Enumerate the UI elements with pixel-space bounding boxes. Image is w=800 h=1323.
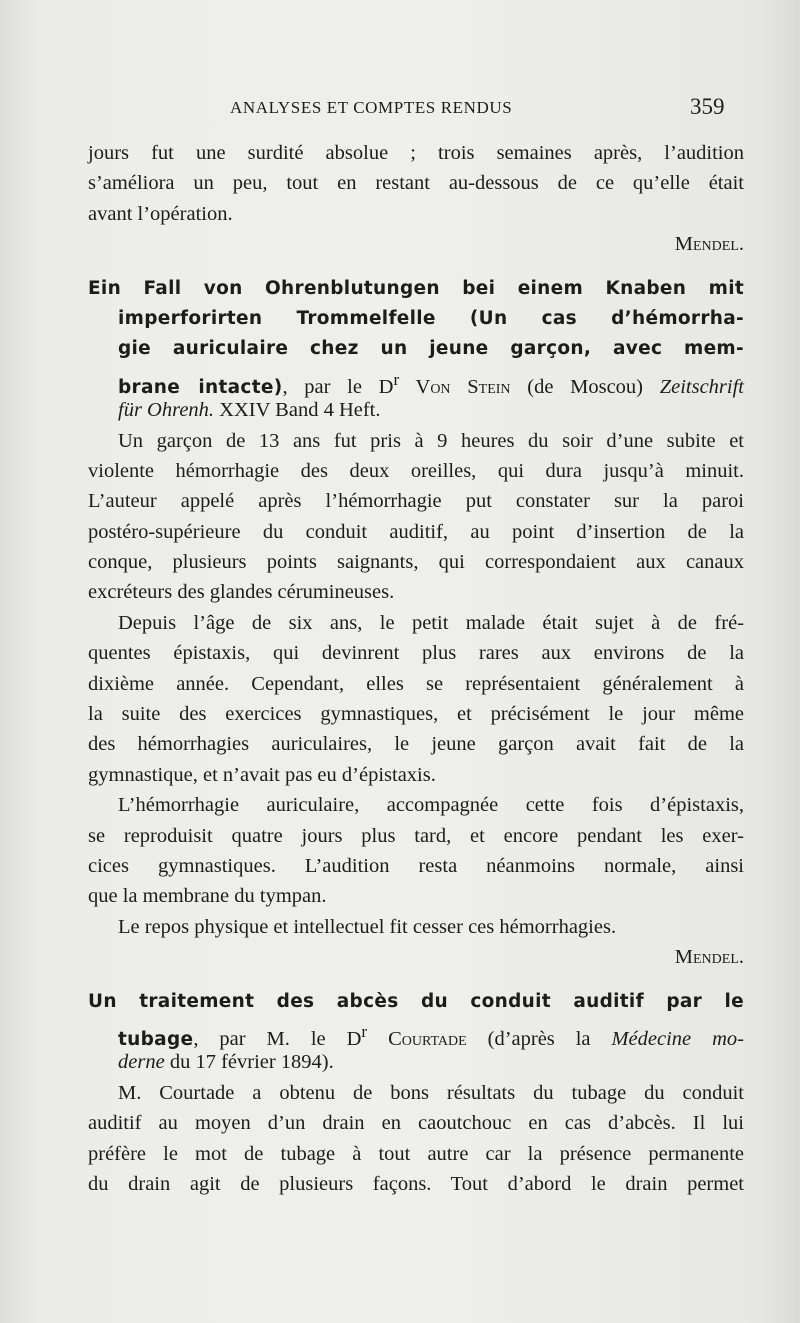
title-sup: r [361, 1021, 368, 1041]
text-line: des hémorrhagies auriculaires, le jeune garçon avait fait de la [88, 733, 744, 756]
article-continuation [88, 138, 744, 260]
signature: Mendel. [674, 233, 744, 256]
journal-name: Zeitschrift [659, 375, 745, 398]
title-text: , par M. le D [193, 1027, 362, 1050]
title-place: (de Moscou) [510, 375, 660, 398]
text-line: quentes épistaxis, qui devinrent plus rares aux environs de la [88, 642, 744, 665]
text-line: Un garçon de 13 ans fut pris à 9 heures du soir d’une subite et [118, 429, 744, 452]
running-head: ANALYSES ET COMPTES RENDUS [230, 98, 513, 117]
spacer [88, 260, 744, 274]
text-line: que la membrane du tympan. [88, 885, 327, 908]
text-line: dixième année. Cependant, elles se représentaient généralement à [88, 672, 744, 695]
text-line: gymnastique, et n’avait pas eu d’épistaxis. [88, 763, 436, 786]
title-text: du 17 février 1894). [164, 1051, 334, 1074]
article-title-bold: tubage [118, 1028, 194, 1050]
text-line: avant l’opération. [88, 202, 233, 225]
article-title-line: Ein Fall von Ohrenblutungen bei einem Knaben mit [88, 277, 744, 299]
text-line: s’améliora un peu, tout en restant au-dessous de ce qu’elle était [88, 172, 744, 195]
text-line: cices gymnastiques. L’audition resta néanmoins normale, ainsi [88, 854, 744, 877]
text-line: L’auteur appelé après l’hémorrhagie put constater sur la paroi [88, 490, 744, 513]
article-ohrenblutungen [88, 274, 744, 973]
article-title-line [88, 1047, 744, 1077]
text-line: postéro-supérieure du conduit auditif, au point d’insertion de la [88, 520, 744, 543]
title-text: , par le D [282, 375, 394, 398]
article-tubage [88, 987, 744, 1200]
text-line: la suite des exercices gymnastiques, et précisément le jour même [88, 703, 744, 726]
title-text: (d’après la [466, 1027, 612, 1050]
text-line: M. Courtade a obtenu de bons résultats du tubage du conduit [118, 1081, 744, 1104]
text-line: préfère le mot de tubage à tout autre car la présence permanente [88, 1142, 744, 1165]
article-title-line [88, 365, 745, 398]
author-name: Von Stein [399, 375, 511, 398]
journal-name: für Ohrenh. [118, 399, 215, 422]
text-line: jours fut une surdité absolue ; trois semaines après, l’audition [88, 142, 744, 164]
text-line: Depuis l’âge de six ans, le petit malade était sujet à de fré- [118, 611, 744, 634]
text-line: conque, plusieurs points saignants, qui correspondaient aux canaux [88, 551, 744, 574]
title-text: XXIV Band 4 Heft. [214, 399, 381, 422]
article-title-line: imperforirten Trommelfelle (Un cas d’hémorrha- [118, 307, 744, 329]
text-line: violente hémorrhagie des deux oreilles, qui dura jusqu’à minuit. [88, 459, 744, 482]
signature: Mendel. [674, 946, 744, 969]
spacer [88, 973, 744, 987]
text-line: excréteurs des glandes cérumineuses. [88, 581, 395, 604]
page-body [88, 138, 744, 1199]
journal-name: Médecine mo- [611, 1027, 744, 1050]
author-name: Courtade [367, 1027, 467, 1050]
text-line: Le repos physique et intellectuel fit cesser ces hémorrhagies. [118, 915, 617, 938]
title-sup: r [393, 369, 400, 389]
text-line: auditif au moyen d’un drain en caoutchouc en cas d’abcès. Il lui [88, 1112, 744, 1135]
article-title-line [88, 395, 744, 425]
text-line: se reproduisit quatre jours plus tard, et encore pendant les exer- [88, 824, 744, 847]
text-line: L’hémorrhagie auriculaire, accompagnée cette fois d’épistaxis, [118, 794, 744, 817]
journal-name: derne [118, 1051, 165, 1074]
article-title-line: gie auriculaire chez un jeune garçon, avec mem- [118, 338, 744, 360]
article-title-bold: brane intacte) [118, 376, 283, 398]
article-title-line: Un traitement des abcès du conduit auditif par le [88, 990, 744, 1012]
page-header [0, 96, 800, 126]
page-number: 359 [690, 94, 725, 119]
text-line: du drain agit de plusieurs façons. Tout d’abord le drain permet [88, 1172, 744, 1195]
article-title-line [88, 1017, 744, 1050]
